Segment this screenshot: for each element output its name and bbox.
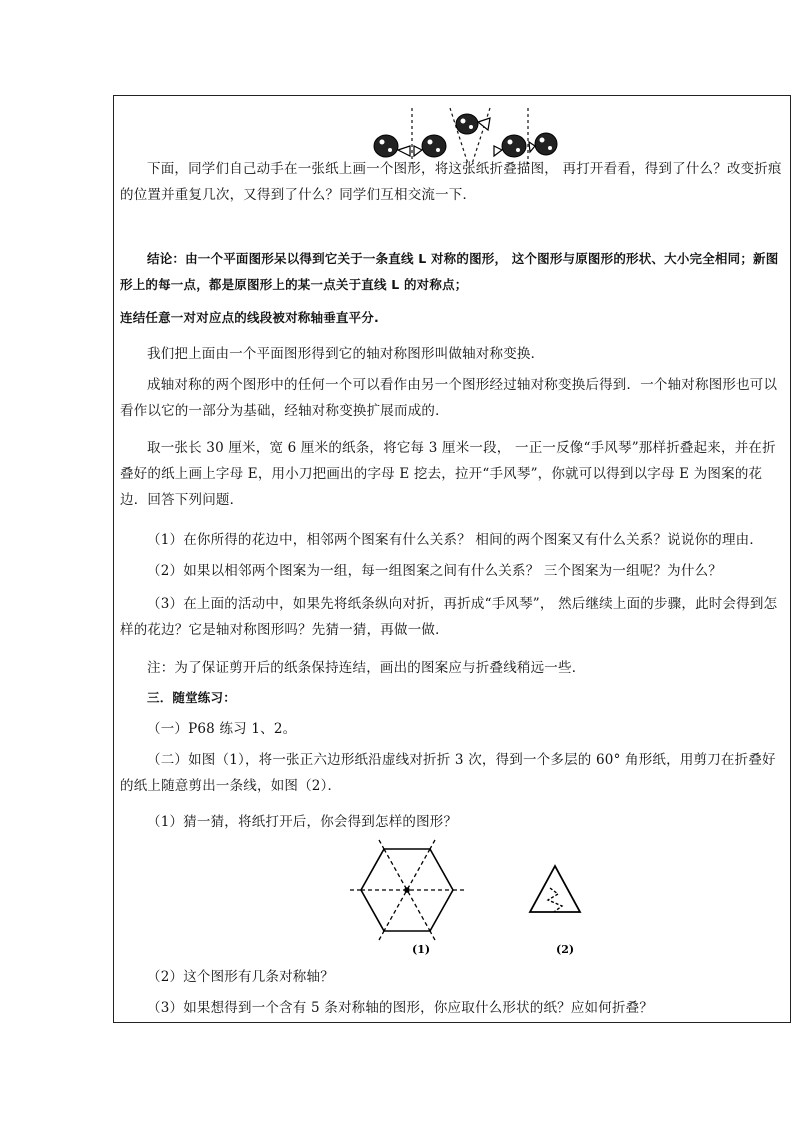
exercise-2-q1: （1）猜一猜，将纸打开后，你会得到怎样的图形？ xyxy=(147,814,458,830)
paragraph-explanation: 成轴对称的两个图形中的任何一个可以看作由另一个图形经过轴对称变换后得到．一个轴对称图形也可以看作以它的一部分为基础，经轴对称变换扩展而成的． xyxy=(120,377,778,419)
figure-1-label: (1) xyxy=(412,943,431,956)
exercise-2-q3: （3）如果想得到一个含有 5 条对称轴的图形，你应取什么形状的纸？应如何折叠？ xyxy=(147,1000,654,1016)
note: 注：为了保证剪开后的纸条保持连结，画出的图案应与折叠线稍远一些． xyxy=(147,660,586,676)
question-2: （2）如果以相邻两个图案为一组，每一组图案之间有什么关系？ 三个图案为一组呢？为什么？ xyxy=(147,563,722,579)
paragraph-activity: 取一张长 30 厘米，宽 6 厘米的纸条，将它每 3 厘米一段， 一正一反像“手风琴”那样折叠起来，并在折叠好的纸上画上字母 E，用小刀把画出的字母 E 挖去，拉开“手风琴”，你就可以得到以字母 E 为图案的花边．回答下列问题． xyxy=(120,440,776,508)
folded-triangle-figure xyxy=(530,866,580,912)
exercise-2-q2: （2）这个图形有几条对称轴？ xyxy=(147,969,334,985)
exercise-1: （一）P68 练习 1、2。 xyxy=(147,721,297,737)
figure-2-label: (2) xyxy=(556,943,575,956)
paragraph-conclusion-2: 连结任意一对对应点的线段被对称轴垂直平分. xyxy=(120,310,379,325)
paragraph-intro: 下面，同学们自己动手在一张纸上画一个图形，将这张纸折叠描图， 再打开看看，得到了什么？改变折痕的位置并重复几次，又得到了什么？同学们互相交流一下． xyxy=(120,161,782,203)
section-3-heading: 三．随堂练习： xyxy=(147,690,236,705)
exercise-2: （二）如图（1），将一张正六边形纸沿虚线对折折 3 次，得到一个多层的 60° 角形纸，用剪刀在折叠好的纸上随意剪出一条线，如图（2）． xyxy=(120,752,776,794)
question-1: （1）在你所得的花边中，相邻两个图案有什么关系？ 相间的两个图案又有什么关系？说说你的理由． xyxy=(147,532,764,548)
hexagon-figures xyxy=(350,838,610,958)
paragraph-conclusion: 结论：由一个平面图形呆以得到它关于一条直线 L 对称的图形， 这个图形与原图形的形状、大小完全相同；新图形上的每一点，都是原图形上的某一点关于直线 L 的对称点； xyxy=(120,251,779,292)
paragraph-definition: 我们把上面由一个平面图形得到它的轴对称图形叫做轴对称变换． xyxy=(147,346,545,362)
question-3: （3）在上面的活动中，如果先将纸条纵向对折，再折成“手风琴”， 然后继续上面的步骤，此时会得到怎样的花边？它是轴对称图形吗？先猜一猜，再做一做． xyxy=(120,596,778,638)
hexagon-figure xyxy=(350,840,464,940)
